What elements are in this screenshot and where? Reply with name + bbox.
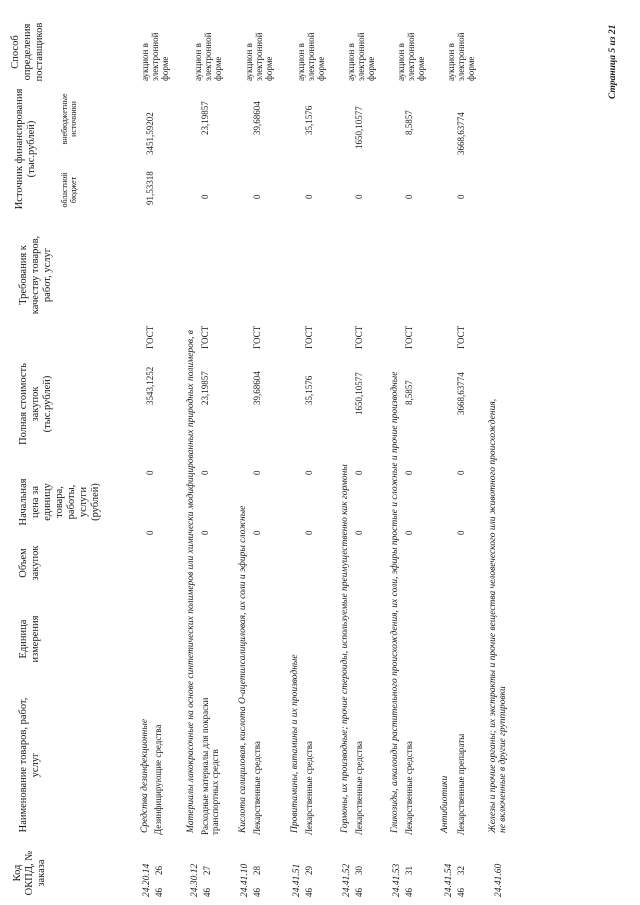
volume: 0 [252,530,262,535]
source-offbudget: 3668,63774 [456,112,466,155]
group-title: Железы и прочие органы; их экстракты и прочие вещества человеческого или животного происхождения, не включенные в другие группировки [488,398,508,833]
source-regional: 91,53318 [145,171,155,205]
group-title: Провитамины, витамины и их производные [290,654,300,833]
requirements: ГОСТ [456,325,466,349]
order-prefix: 46 [404,888,414,897]
total-cost: 3543,1252 [145,366,155,405]
order-prefix: 46 [456,888,466,897]
order-prefix: 46 [154,888,164,897]
total-cost: 35,1576 [304,375,314,405]
source-offbudget: 1650,10577 [354,106,364,149]
procurement-method: аукцион в электронной форме [396,32,426,81]
total-cost: 8,5857 [404,380,414,405]
procurement-method: аукцион в электронной форме [346,32,376,81]
requirements: ГОСТ [200,325,210,349]
order-number: 28 [252,866,262,875]
item-name: Расходные материалы для покраски транспортных средств [200,697,220,835]
source-offbudget: 8,5857 [404,110,414,135]
procurement-method: аукцион в электронной форме [193,32,223,81]
order-number: 26 [154,866,164,875]
item-name: Дезинфицирующие средства [153,724,163,835]
order-number: 31 [404,866,414,875]
order-number: 29 [304,866,314,875]
volume: 0 [145,530,155,535]
requirements: ГОСТ [304,325,314,349]
procurement-method: аукцион в электронной форме [296,32,326,81]
item-name: Лекарственные средства [354,741,364,835]
okpd-code: 24.41.10 [240,863,250,897]
header-name: Наименование товаров, работ, услуг [18,697,41,833]
okpd-code: 24.30.12 [190,863,200,897]
source-regional: 0 [456,194,466,199]
requirements: ГОСТ [404,325,414,349]
requirements: ГОСТ [354,325,364,349]
volume: 0 [304,530,314,535]
source-regional: 0 [354,194,364,199]
header-total: Полная стоимость закупок (тыс.рублей) [18,363,53,445]
unit-price: 0 [252,470,262,475]
order-prefix: 46 [202,888,212,897]
procurement-method: аукцион в электронной форме [244,32,274,81]
source-regional: 0 [252,194,262,199]
source-offbudget: 23,19857 [200,101,210,135]
okpd-code: 24.20.14 [142,863,152,897]
order-prefix: 46 [252,888,262,897]
header-source-offbudget: внебюджетные источники [60,93,78,145]
item-name: Лекарственные средства [304,741,314,835]
source-offbudget: 35,1576 [304,105,314,135]
source-offbudget: 3451,59202 [145,112,155,155]
total-cost: 23,19857 [200,371,210,405]
total-cost: 39,68604 [252,371,262,405]
unit-price: 0 [404,470,414,475]
order-number: 32 [456,866,466,875]
unit-price: 0 [304,470,314,475]
volume: 0 [456,530,466,535]
item-name: Лекарственные средства [252,741,262,835]
order-number: 27 [202,866,212,875]
volume: 0 [404,530,414,535]
volume: 0 [200,530,210,535]
volume: 0 [354,530,364,535]
group-title: Кислота салициловая, кислота О-ацетилсалициловая, их соли и эфиры сложные [238,505,248,833]
page-number: Страница 5 из 21 [608,24,618,99]
header-method: Способ определения поставщиков [10,22,45,82]
header-unit: Единица измерения [18,615,41,663]
source-regional: 0 [404,194,414,199]
unit-price: 0 [354,470,364,475]
group-title: Гормоны, их производные; прочие стероиды, используемые преимущественно как гормоны [340,464,350,833]
requirements: ГОСТ [252,325,262,349]
okpd-code: 24.41.54 [444,863,454,897]
item-name: Лекарственные препараты [456,733,466,835]
order-number: 30 [354,866,364,875]
header-code: Код ОКПД, № заказа [12,850,47,896]
item-name: Лекарственные средства [404,741,414,835]
unit-price: 0 [456,470,466,475]
header-source-regional: областной бюджет [60,172,78,208]
source-regional: 0 [304,194,314,199]
requirements: ГОСТ [145,325,155,349]
procurement-method: аукцион в электронной форме [446,32,476,81]
header-source: Источник финансирования (тыс.рублей) [14,88,37,210]
unit-price: 0 [145,470,155,475]
header-requirements: Требования к качеству товаров, работ, услуг [18,235,53,315]
procurement-method: аукцион в электронной форме [140,32,170,81]
group-title: Средства дезинфекционные [140,718,150,833]
total-cost: 3668,63774 [456,372,466,415]
header-volume: Объем закупок [18,545,41,581]
okpd-code: 24.41.53 [392,863,402,897]
group-title: Гликозиды, алкалоиды растительного происхождения, их соли, эфиры простые и сложные и прочие производные [390,371,400,833]
group-title: Антибиотики [440,775,450,833]
header-price: Начальная цена за единицу товара, работы, услуги (рублей) [18,478,101,526]
total-cost: 1650,10577 [354,372,364,415]
source-regional: 0 [200,194,210,199]
okpd-code: 24.41.52 [342,863,352,897]
unit-price: 0 [200,470,210,475]
order-prefix: 46 [304,888,314,897]
order-prefix: 46 [354,888,364,897]
group-title: Материалы лакокрасочные на основе синтетических полимеров или химически модифицированных природных полимеров, в [186,330,196,833]
okpd-code: 24.41.60 [494,863,504,897]
okpd-code: 24.41.51 [292,863,302,897]
source-offbudget: 39,68604 [252,101,262,135]
